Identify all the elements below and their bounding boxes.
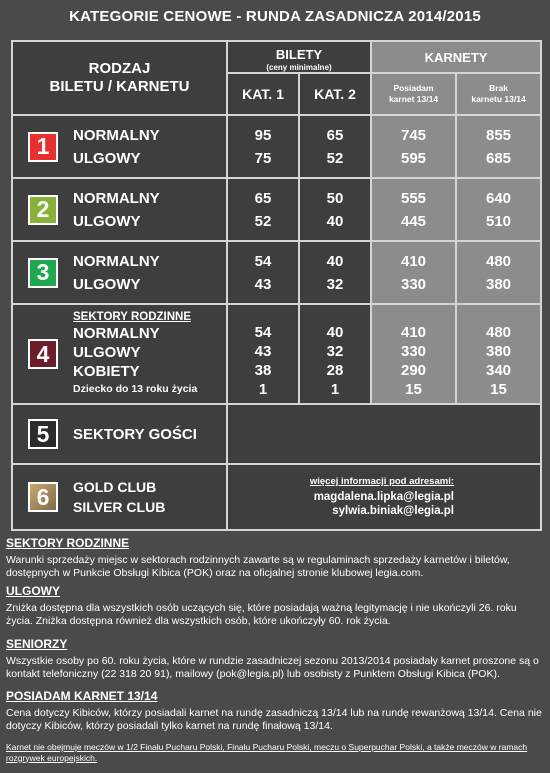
group-1-labels (12, 115, 227, 178)
price-kat1: 95 (254, 126, 272, 144)
category-badge-4: 4 (28, 339, 58, 369)
page-title: KATEGORIE CENOWE - RUNDA ZASADNICZA 2014/2015 (69, 8, 481, 25)
header-kat2: KAT. 2 (299, 73, 371, 115)
price-posiadam: 290 (401, 361, 427, 379)
price-table (11, 40, 542, 531)
row-label: SEKTORY GOŚCI (73, 425, 197, 443)
price-kat1: 54 (254, 252, 272, 270)
price-kat1: 75 (254, 149, 272, 167)
price-brak: 640 (486, 189, 512, 207)
category-badge-5: 5 (28, 419, 58, 449)
row-label: NORMALNY (73, 324, 160, 342)
note-text: Zniżka dostępna dla wszystkich osób uczących się, które posiadają ważną legitymację i nie ukończyli 26. roku życia. Zniżka dostępna również dla wszystkich osób, które ukończyły 60. rok życia. (6, 601, 517, 627)
row-label: ULGOWY (73, 149, 141, 167)
price-kat2: 65 (326, 126, 344, 144)
header-bilety-note: (ceny minimalne) (266, 63, 332, 72)
note-heading: ULGOWY (6, 584, 60, 598)
group-3-labels (12, 241, 227, 304)
note-heading: SENIORZY (6, 637, 68, 651)
price-kat2: 32 (326, 275, 344, 293)
email-link[interactable]: magdalena.lipka@legia.pl (313, 491, 455, 503)
category-badge-2: 2 (28, 195, 58, 225)
group-5-labels (12, 404, 227, 464)
header-rodzaj-line1: RODZAJ (88, 60, 151, 77)
group-row-5 (12, 404, 541, 464)
price-kat1: 54 (254, 323, 272, 341)
price-brak: 340 (486, 361, 512, 379)
price-kat2: 40 (326, 252, 344, 270)
header-bilety (227, 41, 371, 73)
group-6-info (227, 464, 541, 530)
price-kat1: 65 (254, 189, 272, 207)
note-ulgowy (6, 585, 544, 629)
row-label: ULGOWY (73, 275, 141, 293)
price-brak: 685 (486, 149, 512, 167)
price-posiadam: 595 (401, 149, 427, 167)
group-row-1 (12, 115, 541, 178)
price-kat2: 40 (326, 212, 344, 230)
price-kat2: 50 (326, 189, 344, 207)
price-posiadam: 745 (401, 126, 427, 144)
header-karnety: KARNETY (371, 41, 541, 73)
category-badge-1: 1 (28, 132, 58, 162)
note-posiadam-karnet (6, 690, 544, 734)
row-label: KOBIETY (73, 362, 140, 380)
header-kat1: KAT. 1 (227, 73, 299, 115)
price-brak: 510 (486, 212, 512, 230)
price-brak: 15 (490, 380, 507, 398)
row-label: GOLD CLUB (73, 479, 157, 495)
note-text: Wszystkie osoby po 60. roku życia, które w rundzie zasadniczej sezonu 2013/2014 posiadały karnet proszone są o kontakt telefoniczny (22 318 20 91), mailowy (pok@legia.pl) lub osobisty z Punktem Obsługi Kibica (POK). (6, 654, 539, 680)
group-row-6 (12, 464, 541, 530)
row-label: ULGOWY (73, 212, 141, 230)
price-kat2: 32 (326, 342, 344, 360)
email-link[interactable]: sylwia.biniak@legia.pl (332, 505, 455, 517)
row-label: NORMALNY (73, 252, 160, 270)
header-posiadam (371, 73, 456, 115)
price-kat1: 43 (254, 342, 272, 360)
family-sectors-heading: SEKTORY RODZINNE (73, 310, 191, 323)
note-heading: SEKTORY RODZINNE (6, 536, 130, 550)
category-badge-3: 3 (28, 258, 58, 288)
note-text: Warunki sprzedaży miejsc w sektorach rodzinnych zawarte są w regulaminach sprzedaży karnetów i biletów, dostępnych w Punkcie Obsługi Kibica (POK) oraz na oficjalnej stronie klubowej legia.com. (6, 553, 510, 579)
price-kat2: 28 (326, 361, 344, 379)
group-2-labels (12, 178, 227, 241)
price-posiadam: 330 (401, 342, 427, 360)
header-brak-line1: Brak (489, 83, 508, 93)
price-kat1: 38 (254, 361, 272, 379)
price-brak: 380 (486, 342, 512, 360)
price-kat1: 43 (254, 275, 272, 293)
price-kat2: 52 (326, 149, 344, 167)
note-text: Cena dotyczy Kibiców, którzy posiadali karnet na rundę zasadniczą 13/14 lub na rundę rewanżową 13/14. Cena nie dotyczy Kibiców, którzy posiadali tylko karnet na rundę finałową 13/14. (6, 706, 542, 732)
group-row-4 (12, 304, 541, 404)
header-posiadam-line2: karnet 13/14 (388, 94, 439, 104)
header-rodzaj-line2: BILETU / KARNETU (49, 78, 190, 95)
group-row-2 (12, 178, 541, 241)
group-6-labels (12, 464, 227, 530)
price-posiadam: 555 (401, 189, 427, 207)
price-kat1: 1 (258, 380, 268, 398)
group-row-3 (12, 241, 541, 304)
price-posiadam: 445 (401, 212, 427, 230)
price-kat2: 1 (330, 380, 340, 398)
header-brak-line2: karnetu 13/14 (471, 94, 526, 104)
header-brak (456, 73, 541, 115)
header-rodzaj (12, 41, 227, 115)
price-brak: 480 (486, 323, 512, 341)
price-posiadam: 330 (401, 275, 427, 293)
group-5-empty (227, 404, 541, 464)
row-label: Dziecko do 13 roku życia (73, 382, 198, 395)
row-label: ULGOWY (73, 343, 141, 361)
info-heading: więcej informacji pod adresami: (309, 476, 455, 487)
row-label: NORMALNY (73, 189, 160, 207)
category-badge-6: 6 (28, 482, 58, 512)
row-label: NORMALNY (73, 126, 160, 144)
price-posiadam: 410 (401, 252, 427, 270)
note-sektory-rodzinne (6, 537, 544, 581)
price-brak: 380 (486, 275, 512, 293)
header-bilety-label: BILETY (275, 47, 323, 62)
price-kat1: 52 (254, 212, 272, 230)
price-posiadam: 410 (401, 323, 427, 341)
price-posiadam: 15 (405, 380, 422, 398)
note-seniorzy (6, 638, 544, 682)
group-4-labels (12, 304, 227, 404)
price-kat2: 40 (326, 323, 344, 341)
footnote: Karnet nie obejmuje meczów w 1/2 Finału Pucharu Polski, Finału Pucharu Polski, meczu o Superpuchar Polski, a także meczów w ramach rozgrywek europejskich. (6, 742, 528, 763)
price-brak: 855 (486, 126, 512, 144)
note-heading: POSIADAM KARNET 13/14 (6, 689, 158, 703)
price-brak: 480 (486, 252, 512, 270)
header-posiadam-line1: Posiadam (393, 83, 434, 93)
row-label: SILVER CLUB (73, 499, 166, 515)
